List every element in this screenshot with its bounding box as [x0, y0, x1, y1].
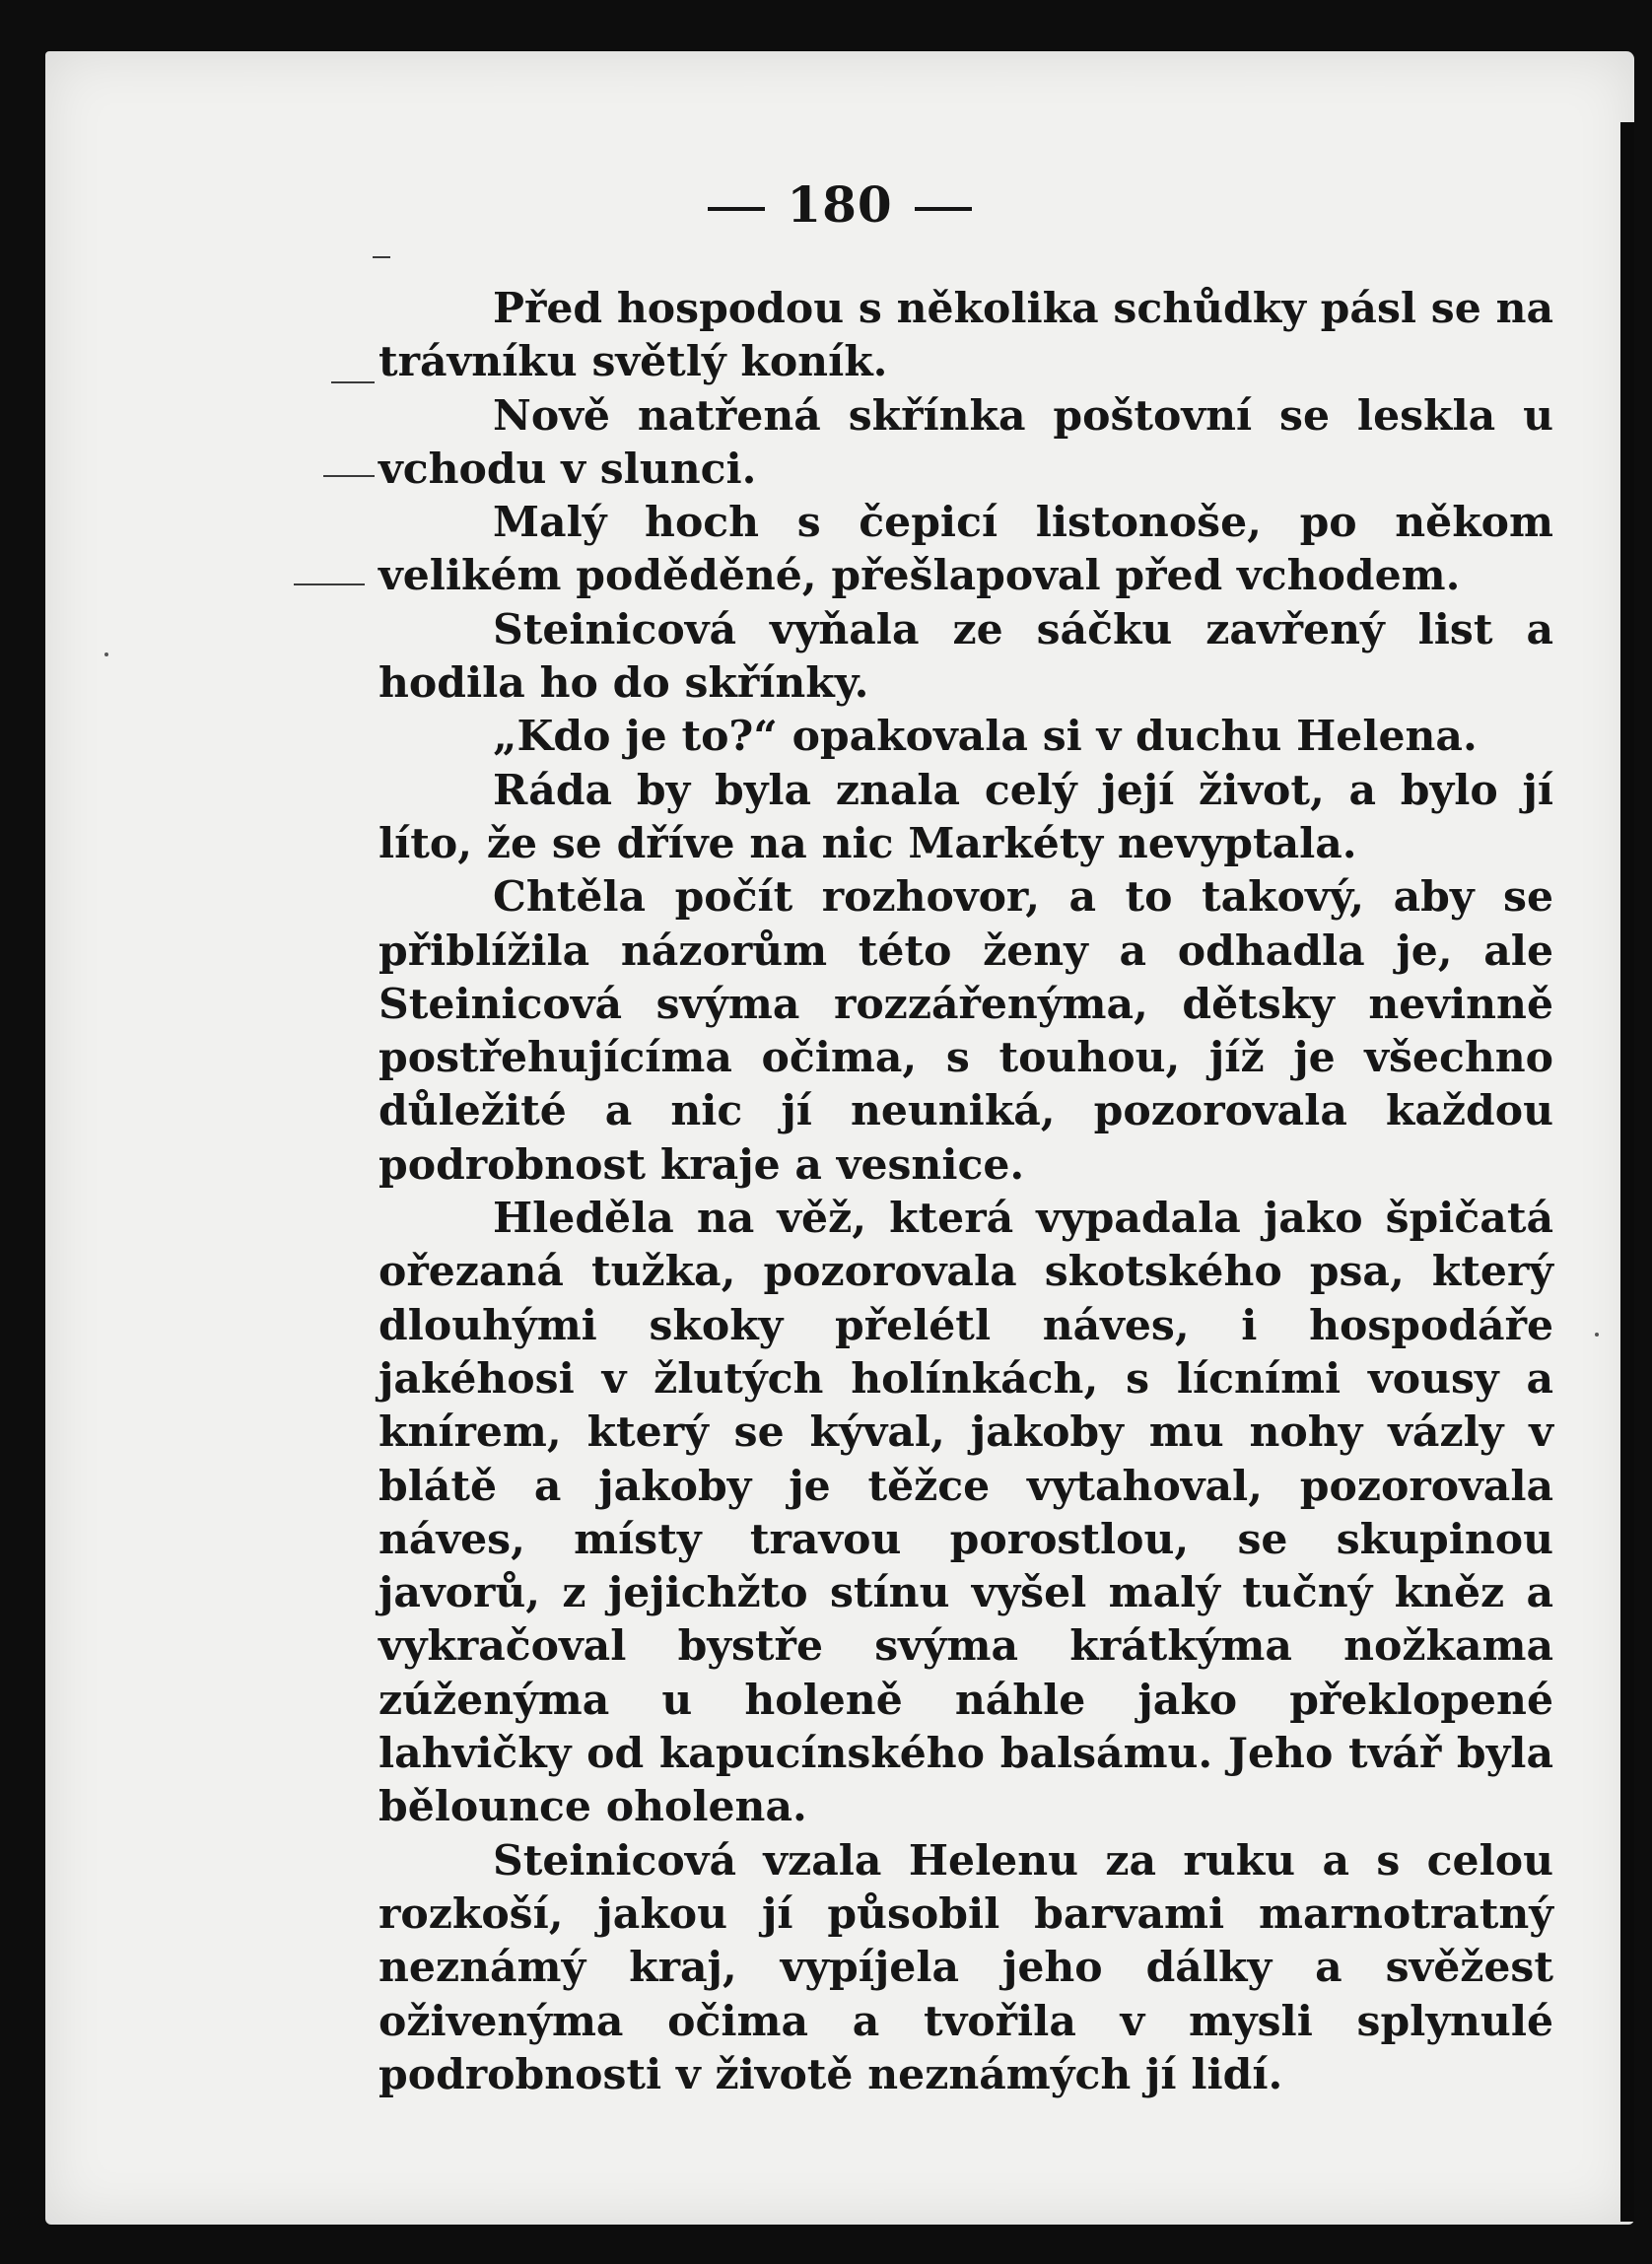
paragraph: Steinicová vzala Helenu za ruku a s celou rozkoší, jakou jí působil barvami marnotratný neznámý kraj, vypíjela jeho dálky a svěžest oživenýma očima a tvořila v mysli splynulé podrobnosti v životě neznámých jí lidí. — [379, 1835, 1553, 2099]
page-binding-edge — [1620, 122, 1634, 2222]
body-text — [379, 282, 1553, 2101]
margin-speck — [104, 652, 108, 656]
margin-mark — [373, 256, 390, 258]
paragraph: Nově natřená skřínka poštovní se leskla u vchodu v slunci. — [379, 390, 1553, 494]
margin-mark — [323, 475, 375, 477]
dash-left — [708, 207, 765, 211]
paragraph: Malý hoch s čepicí listonoše, po někom velikém poděděné, přešlapoval před vchodem. — [379, 498, 1553, 601]
margin-mark — [294, 583, 365, 585]
paragraph: Chtěla počít rozhovor, a to takový, aby se přiblížila názorům této ženy a odhadla je, ale Steinicová svýma rozzářenýma, dětsky nevinně postřehujícíma očima, s touhou, jíž je všechno důležité a nic jí neuniká, pozorovala každou podrobnost kraje a vesnice. — [379, 872, 1553, 1190]
paragraph: „Kdo je to?“ opakovala si v duchu Helena. — [493, 712, 1478, 762]
paper-sheet — [45, 51, 1634, 2225]
paragraph: Před hospodou s několika schůdky pásl se na trávníku světlý koník. — [379, 284, 1554, 387]
paragraph: Hleděla na věž, která vypadala jako špičatá ořezaná tužka, pozorovala skotského psa, který dlouhými skoky přelétl náves, i hospodáře jakéhosi v žlutých holínkách, s lícními vousy a knírem, který se kýval, jakoby mu nohy vázly v blátě a jakoby je těžce vytahoval, pozorovala náves, místy travou porostlou, se skupinou javorů, z jejichžto stínu vyšel malý tučný kněz a vykračoval bystře svýma krátkýma nožkama zúženýma u holeně náhle jako překlopené lahvičky od kapucínského balsámu. Jeho tvář byla bělounce oholena. — [379, 1194, 1553, 1832]
dash-right — [915, 207, 972, 211]
paragraph: Steinicová vyňala ze sáčku zavřený list a hodila ho do skřínky. — [379, 604, 1553, 709]
page-number-text: 180 — [787, 175, 893, 234]
paragraph: Ráda by byla znala celý její život, a bylo jí líto, že se dříve na nic Markéty nevyptala. — [379, 765, 1553, 868]
margin-mark — [331, 381, 375, 383]
page-number — [45, 175, 1634, 234]
margin-speck — [1595, 1333, 1599, 1337]
